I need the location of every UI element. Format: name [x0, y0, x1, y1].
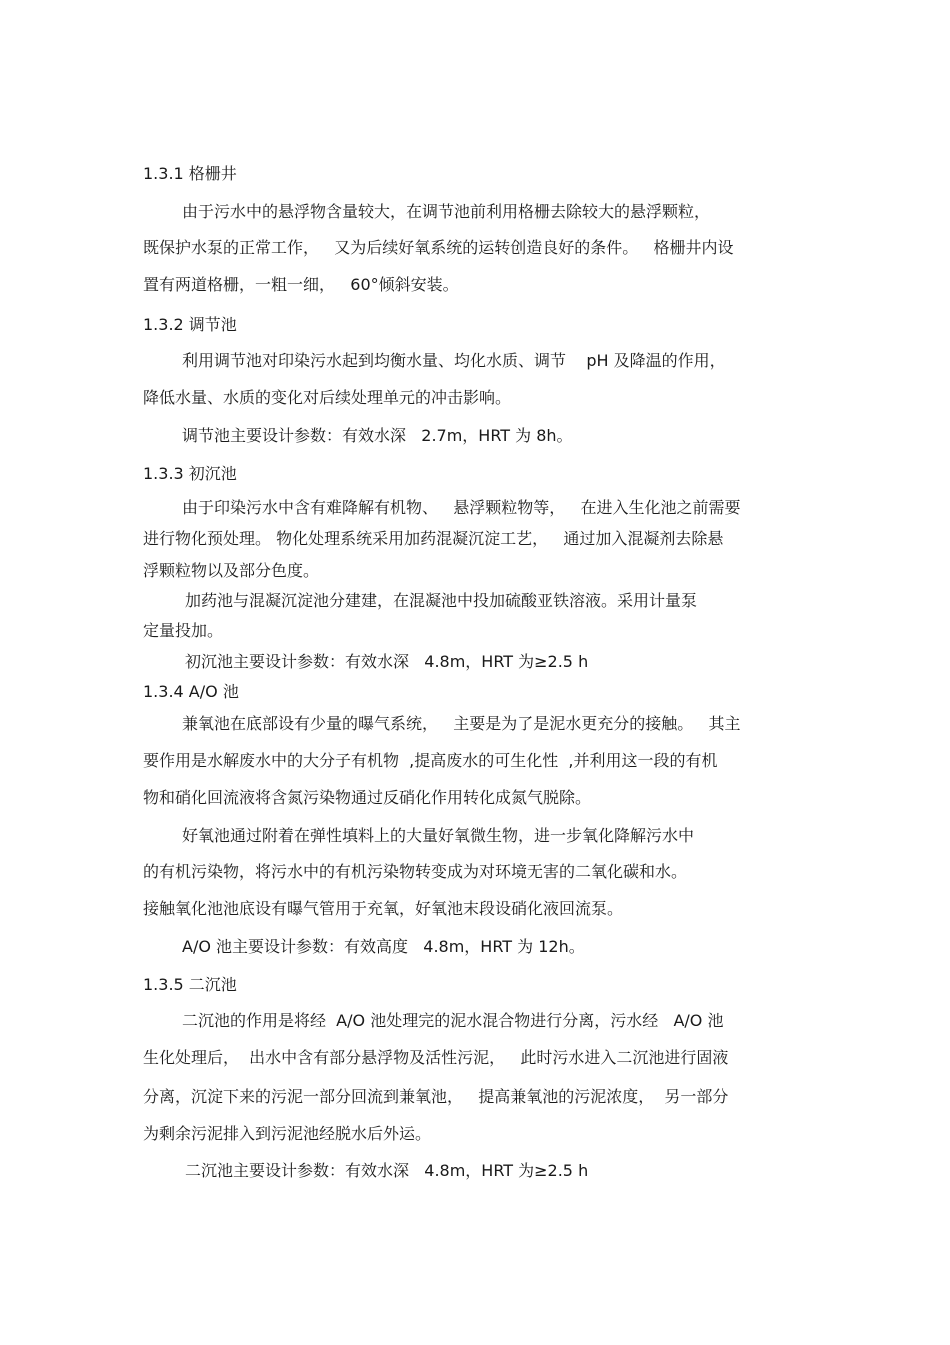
section-heading-1-3-4: 1.3.4 A/O 池 [143, 682, 239, 701]
design-params-line: A/O 池主要设计参数：有效高度 4.8m，HRT 为 12h。 [182, 937, 585, 956]
design-params-line: 二沉池主要设计参数：有效水深 4.8m，HRT 为≥2.5 h [185, 1161, 589, 1180]
paragraph-line: 为剩余污泥排入到污泥池经脱水后外运。 [143, 1124, 432, 1143]
paragraph-line: 定量投加。 [143, 621, 224, 640]
paragraph-line: 好氧池通过附着在弹性填料上的大量好氧微生物，进一步氧化降解污水中 [182, 826, 695, 845]
paragraph-line: 由于污水中的悬浮物含量较大，在调节池前利用格栅去除较大的悬浮颗粒， [182, 202, 711, 221]
section-heading-1-3-5: 1.3.5 二沉池 [143, 975, 237, 994]
section-heading-1-3-1: 1.3.1 格栅井 [143, 164, 237, 183]
paragraph-line: 浮颗粒物以及部分色度。 [143, 561, 320, 580]
paragraph-line: 降低水量、水质的变化对后续处理单元的冲击影响。 [143, 388, 512, 407]
paragraph-line: 的有机污染物，将污水中的有机污染物转变成为对环境无害的二氧化碳和水。 [143, 862, 688, 881]
section-heading-1-3-3: 1.3.3 初沉池 [143, 464, 237, 483]
paragraph-line: 物和硝化回流液将含氮污染物通过反硝化作用转化成氮气脱除。 [143, 788, 592, 807]
paragraph-line: 要作用是水解废水中的大分子有机物 ,提高废水的可生化性 ,并利用这一段的有机 [143, 751, 718, 770]
paragraph-line: 既保护水泵的正常工作， 又为后续好氧系统的运转创造良好的条件。 格栅井内设 [143, 238, 734, 257]
paragraph-line: 利用调节池对印染污水起到均衡水量、均化水质、调节 pH 及降温的作用， [182, 351, 726, 370]
paragraph-line: 兼氧池在底部设有少量的曝气系统， 主要是为了是泥水更充分的接触。 其主 [182, 714, 741, 733]
paragraph-line: 接触氧化池池底设有曝气管用于充氧，好氧池末段设硝化液回流泵。 [143, 899, 624, 918]
paragraph-line: 置有两道格栅，一粗一细， 60°倾斜安装。 [143, 275, 459, 294]
paragraph-line: 二沉池的作用是将经 A/O 池处理完的泥水混合物进行分离，污水经 A/O 池 [182, 1011, 724, 1030]
paragraph-line: 分离，沉淀下来的污泥一部分回流到兼氧池， 提高兼氧池的污泥浓度， 另一部分 [143, 1087, 729, 1106]
paragraph-line: 加药池与混凝沉淀池分建建，在混凝池中投加硫酸亚铁溶液。采用计量泵 [185, 591, 698, 610]
design-params-line: 调节池主要设计参数：有效水深 2.7m，HRT 为 8h。 [182, 426, 573, 445]
paragraph-line: 进行物化预处理。 物化处理系统采用加药混凝沉淀工艺， 通过加入混凝剂去除悬 [143, 529, 724, 548]
paragraph-line: 由于印染污水中含有难降解有机物、 悬浮颗粒物等， 在进入生化池之前需要 [182, 498, 741, 517]
section-heading-1-3-2: 1.3.2 调节池 [143, 315, 237, 334]
paragraph-line: 生化处理后， 出水中含有部分悬浮物及活性污泥， 此时污水进入二沉池进行固液 [143, 1048, 729, 1067]
design-params-line: 初沉池主要设计参数：有效水深 4.8m，HRT 为≥2.5 h [185, 652, 589, 671]
